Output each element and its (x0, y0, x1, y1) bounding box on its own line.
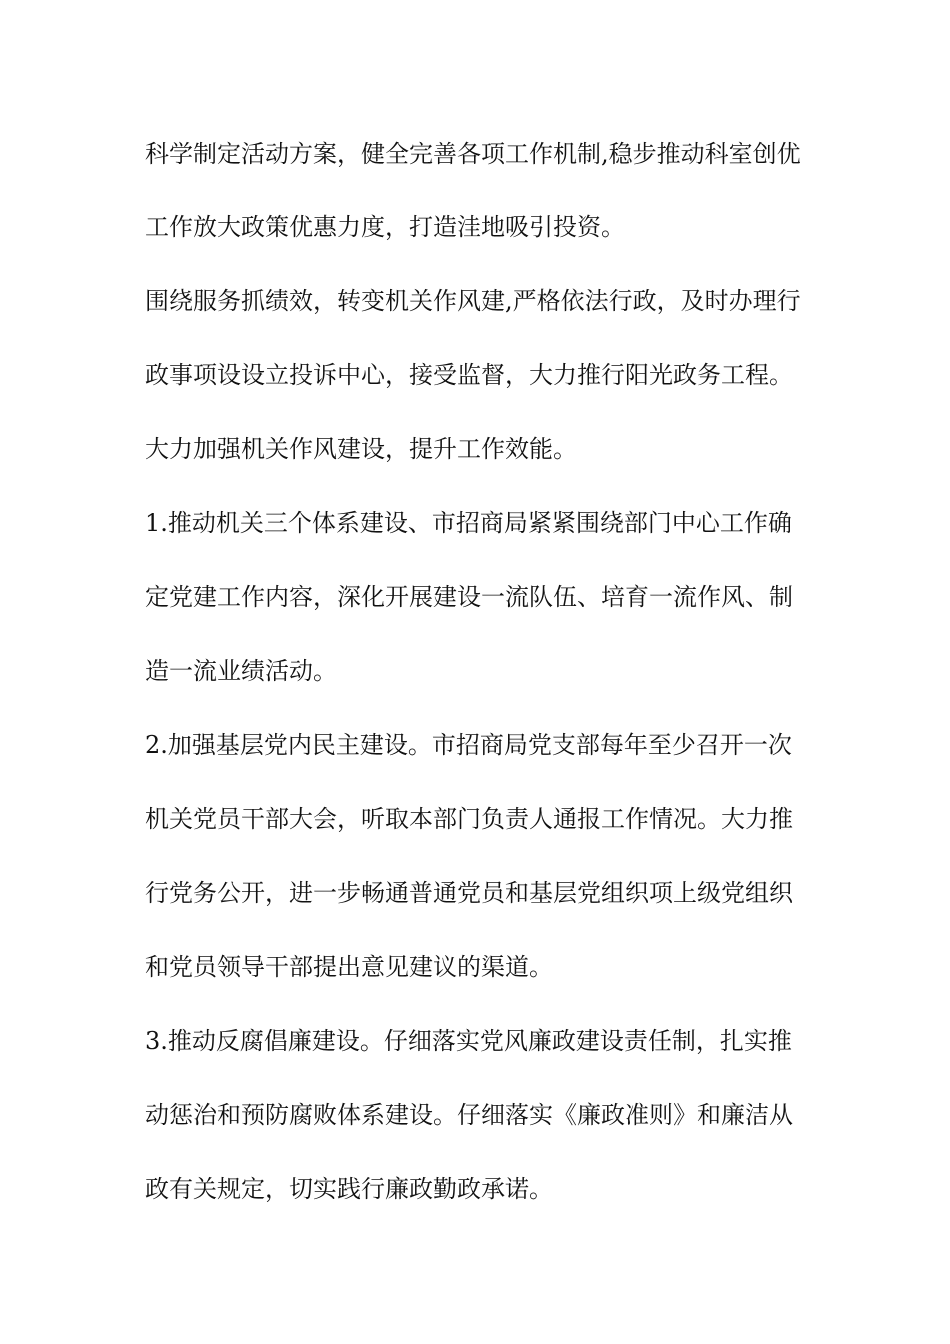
text-line: 工作放大政策优惠力度，打造洼地吸引投资。 (145, 213, 625, 241)
text-line: 1.推动机关三个体系建设、市招商局紧紧围绕部门中心工作确 (145, 509, 792, 537)
text-line: 围绕服务抓绩效，转变机关作风建,严格依法行政，及时办理行 (145, 287, 801, 315)
text-line: 定党建工作内容，深化开展建设一流队伍、培育一流作风、制 (145, 583, 793, 611)
text-line: 大力加强机关作风建设，提升工作效能。 (145, 435, 577, 463)
text-line: 机关党员干部大会，听取本部门负责人通报工作情况。大力推 (145, 805, 793, 833)
text-line: 科学制定活动方案，健全完善各项工作机制,稳步推动科室创优 (145, 140, 801, 168)
text-line: 政有关规定，切实践行廉政勤政承诺。 (145, 1175, 553, 1203)
text-line: 3.推动反腐倡廉建设。仔细落实党风廉政建设责任制，扎实推 (145, 1027, 792, 1055)
text-line: 2.加强基层党内民主建设。市招商局党支部每年至少召开一次 (145, 731, 792, 759)
text-line: 和党员领导干部提出意见建议的渠道。 (145, 953, 553, 981)
text-line: 造一流业绩活动。 (145, 657, 337, 685)
text-line: 行党务公开，进一步畅通普通党员和基层党组织项上级党组织 (145, 879, 793, 907)
text-line: 政事项设设立投诉中心，接受监督，大力推行阳光政务工程。 (145, 361, 793, 389)
text-line: 动惩治和预防腐败体系建设。仔细落实《廉政准则》和廉洁从 (145, 1101, 793, 1129)
